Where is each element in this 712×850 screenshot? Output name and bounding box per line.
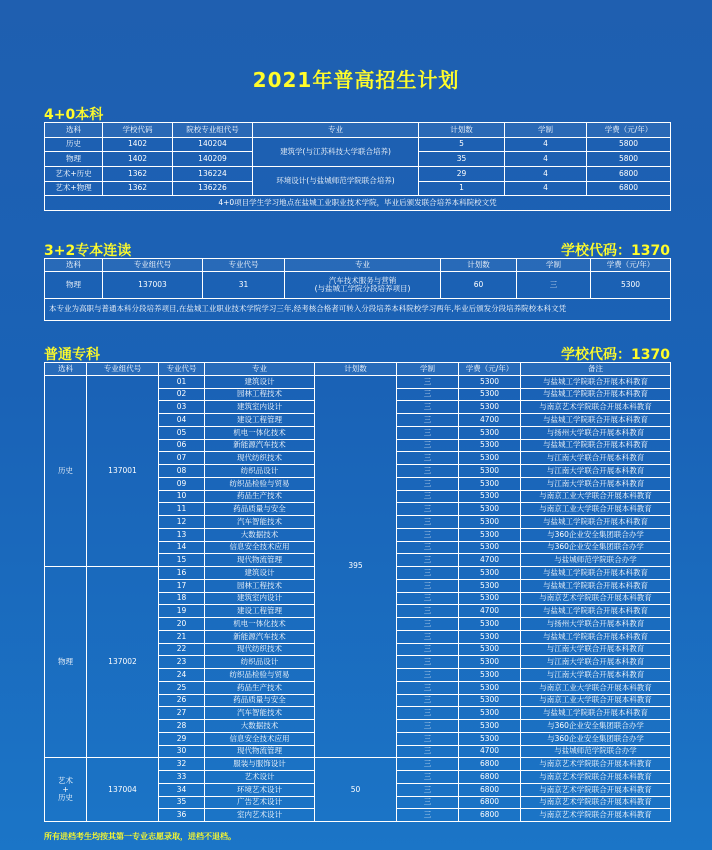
fee-cell: 5800 xyxy=(587,152,671,167)
fee-cell: 4700 xyxy=(459,745,521,758)
header-cell: 院校专业组代号 xyxy=(173,123,253,138)
remark-cell: 与江南大学联合开展本科教育 xyxy=(521,477,671,490)
table-note-row xyxy=(45,196,671,211)
major-cell: 艺术设计 xyxy=(205,771,315,784)
subject-line: + xyxy=(62,784,69,794)
code-cell: 36 xyxy=(159,809,205,822)
major-line: 汽车技术服务与营销 xyxy=(328,275,397,285)
years-cell: 4 xyxy=(505,137,587,152)
plan-cell: 1 xyxy=(419,181,505,196)
table-regular xyxy=(44,362,671,822)
fee-cell: 5300 xyxy=(459,707,521,720)
years-cell: 三 xyxy=(397,630,459,643)
plan-cell: 50 xyxy=(315,758,397,822)
footnote: 所有进档考生均按其第一专业志愿录取，进档不退档。 xyxy=(44,832,236,841)
code-cell: 04 xyxy=(159,414,205,427)
years-cell: 三 xyxy=(397,528,459,541)
remark-cell: 与盐城工学院联合开展本科教育 xyxy=(521,567,671,580)
major-cell: 园林工程技术 xyxy=(205,579,315,592)
remark-cell: 与盐城工学院联合开展本科教育 xyxy=(521,707,671,720)
major-cell: 新能源汽车技术 xyxy=(205,630,315,643)
fee-cell: 5300 xyxy=(459,541,521,554)
school-code-cell: 1362 xyxy=(103,181,173,196)
group-cell: 140204 xyxy=(173,137,253,152)
years-cell: 三 xyxy=(397,516,459,529)
code-cell: 32 xyxy=(159,758,205,771)
plan-cell: 29 xyxy=(419,167,505,182)
fee-cell: 6800 xyxy=(459,796,521,809)
fee-cell: 4700 xyxy=(459,554,521,567)
table-note-row xyxy=(45,299,671,321)
fee-cell: 5300 xyxy=(459,630,521,643)
header-cell: 学费（元/年） xyxy=(587,123,671,138)
years-cell: 三 xyxy=(397,707,459,720)
code-cell: 21 xyxy=(159,630,205,643)
fee-cell: 6800 xyxy=(459,758,521,771)
table-row xyxy=(45,137,671,152)
years-cell: 三 xyxy=(397,605,459,618)
remark-cell: 与盐城工学院联合开展本科教育 xyxy=(521,605,671,618)
major-cell xyxy=(285,272,441,299)
code-cell: 14 xyxy=(159,541,205,554)
subject-line: 艺术 xyxy=(58,776,73,786)
major-cell: 大数据技术 xyxy=(205,528,315,541)
header-cell: 选科 xyxy=(45,123,103,138)
years-cell: 三 xyxy=(397,643,459,656)
years-cell: 三 xyxy=(397,541,459,554)
school-code-label: 学校代码：1370 xyxy=(561,347,670,363)
years-cell: 三 xyxy=(397,567,459,580)
fee-cell: 6800 xyxy=(587,181,671,196)
code-cell: 29 xyxy=(159,732,205,745)
group-cell: 136224 xyxy=(173,167,253,182)
years-cell: 三 xyxy=(397,745,459,758)
school-code-cell: 1402 xyxy=(103,152,173,167)
years-cell: 三 xyxy=(397,388,459,401)
major-cell: 信息安全技术应用 xyxy=(205,541,315,554)
subject-cell: 物理 xyxy=(45,272,103,299)
major-cell: 建筑学(与江苏科技大学联合培养) xyxy=(253,137,419,166)
major-cell: 建筑室内设计 xyxy=(205,401,315,414)
plan-cell: 395 xyxy=(315,375,397,758)
page-title: 2021年普高招生计划 xyxy=(252,68,460,92)
major-cell: 汽车智能技术 xyxy=(205,516,315,529)
major-cell: 室内艺术设计 xyxy=(205,809,315,822)
header-cell: 专业组代号 xyxy=(103,259,203,272)
major-cell: 建设工程管理 xyxy=(205,605,315,618)
major-cell: 药品质量与安全 xyxy=(205,694,315,707)
remark-cell: 与南京艺术学院联合开展本科教育 xyxy=(521,796,671,809)
table-header-row xyxy=(45,123,671,138)
years-cell: 三 xyxy=(397,771,459,784)
subject-cell: 历史 xyxy=(45,137,103,152)
header-cell: 备注 xyxy=(521,363,671,376)
years-cell: 三 xyxy=(397,809,459,822)
code-cell: 35 xyxy=(159,796,205,809)
header-cell: 学费（元/年） xyxy=(459,363,521,376)
header-cell: 专业代号 xyxy=(203,259,285,272)
remark-cell: 与南京工业大学联合开展本科教育 xyxy=(521,503,671,516)
table-header-row xyxy=(45,259,671,272)
subject-cell: 艺术+物理 xyxy=(45,181,103,196)
remark-cell: 与360企业安全集团联合办学 xyxy=(521,720,671,733)
fee-cell: 5300 xyxy=(459,477,521,490)
years-cell: 三 xyxy=(397,783,459,796)
subject-cell: 历史 xyxy=(45,375,87,566)
fee-cell: 5300 xyxy=(459,465,521,478)
fee-cell: 5300 xyxy=(459,516,521,529)
major-cell: 建筑设计 xyxy=(205,567,315,580)
school-code-label: 学校代码：1370 xyxy=(561,243,670,259)
years-cell: 4 xyxy=(505,181,587,196)
major-cell: 纺织品设计 xyxy=(205,656,315,669)
years-cell: 三 xyxy=(397,579,459,592)
table-row xyxy=(45,272,671,299)
code-cell: 26 xyxy=(159,694,205,707)
section-heading-3plus2 xyxy=(44,240,670,260)
code-cell: 15 xyxy=(159,554,205,567)
header-cell: 选科 xyxy=(45,259,103,272)
table-row xyxy=(45,167,671,182)
plan-cell: 5 xyxy=(419,137,505,152)
fee-cell: 4700 xyxy=(459,414,521,427)
years-cell: 三 xyxy=(397,426,459,439)
code-cell: 01 xyxy=(159,375,205,388)
years-cell: 三 xyxy=(397,414,459,427)
school-code-cell: 1402 xyxy=(103,137,173,152)
code-cell: 09 xyxy=(159,477,205,490)
years-cell: 三 xyxy=(397,656,459,669)
section-heading-4plus0 xyxy=(44,104,670,124)
section-heading-regular xyxy=(44,344,670,364)
header-cell: 专业 xyxy=(285,259,441,272)
plan-cell: 60 xyxy=(441,272,517,299)
major-cell: 大数据技术 xyxy=(205,720,315,733)
remark-cell: 与盐城工学院联合开展本科教育 xyxy=(521,439,671,452)
years-cell: 三 xyxy=(517,272,591,299)
code-cell: 06 xyxy=(159,439,205,452)
remark-cell: 与南京工业大学联合开展本科教育 xyxy=(521,681,671,694)
remark-cell: 与南京工业大学联合开展本科教育 xyxy=(521,694,671,707)
fee-cell: 5300 xyxy=(459,694,521,707)
years-cell: 三 xyxy=(397,554,459,567)
years-cell: 三 xyxy=(397,503,459,516)
remark-cell: 与南京艺术学院联合开展本科教育 xyxy=(521,758,671,771)
fee-cell: 6800 xyxy=(459,809,521,822)
major-cell: 建设工程管理 xyxy=(205,414,315,427)
remark-cell: 与江南大学联合开展本科教育 xyxy=(521,656,671,669)
code-cell: 17 xyxy=(159,579,205,592)
remark-cell: 与扬州大学联合开展本科教育 xyxy=(521,426,671,439)
years-cell: 三 xyxy=(397,720,459,733)
years-cell: 三 xyxy=(397,758,459,771)
header-cell: 选科 xyxy=(45,363,87,376)
table-note: 本专业为高职与普通本科分段培养项目,在盐城工业职业技术学院学习三年,经考核合格者可转入分段培养本科院校学习两年,毕业后颁发分段培养院校本科文凭 xyxy=(45,299,671,321)
fee-cell: 6800 xyxy=(459,771,521,784)
table-header-row xyxy=(45,363,671,376)
header-cell: 专业组代号 xyxy=(87,363,159,376)
fee-cell: 5300 xyxy=(591,272,671,299)
major-cell: 现代物流管理 xyxy=(205,554,315,567)
table-row xyxy=(45,758,671,771)
header-cell: 计划数 xyxy=(419,123,505,138)
group-cell: 140209 xyxy=(173,152,253,167)
remark-cell: 与南京艺术学院联合开展本科教育 xyxy=(521,771,671,784)
table-3plus2 xyxy=(44,258,671,321)
major-cell: 现代纺织技术 xyxy=(205,643,315,656)
remark-cell: 与盐城工学院联合开展本科教育 xyxy=(521,630,671,643)
group-cell: 137003 xyxy=(103,272,203,299)
years-cell: 三 xyxy=(397,592,459,605)
fee-cell: 4700 xyxy=(459,605,521,618)
major-cell: 机电一体化技术 xyxy=(205,618,315,631)
years-cell: 三 xyxy=(397,618,459,631)
remark-cell: 与360企业安全集团联合办学 xyxy=(521,528,671,541)
remark-cell: 与南京艺术学院联合开展本科教育 xyxy=(521,783,671,796)
code-cell: 08 xyxy=(159,465,205,478)
years-cell: 三 xyxy=(397,465,459,478)
remark-cell: 与盐城工学院联合开展本科教育 xyxy=(521,375,671,388)
code-cell: 03 xyxy=(159,401,205,414)
code-cell: 24 xyxy=(159,669,205,682)
major-cell: 现代纺织技术 xyxy=(205,452,315,465)
years-cell: 三 xyxy=(397,669,459,682)
fee-cell: 5300 xyxy=(459,426,521,439)
remark-cell: 与盐城师范学院联合办学 xyxy=(521,745,671,758)
group-cell: 137004 xyxy=(87,758,159,822)
remark-cell: 与盐城工学院联合开展本科教育 xyxy=(521,414,671,427)
group-cell: 137001 xyxy=(87,375,159,566)
fee-cell: 5300 xyxy=(459,579,521,592)
group-cell: 137002 xyxy=(87,567,159,758)
code-cell: 02 xyxy=(159,388,205,401)
major-cell: 药品质量与安全 xyxy=(205,503,315,516)
table-row xyxy=(45,375,671,388)
major-line: (与盐城工学院分段培养项目) xyxy=(314,284,411,293)
header-cell: 专业 xyxy=(205,363,315,376)
table-4plus0 xyxy=(44,122,671,211)
header-cell: 专业代号 xyxy=(159,363,205,376)
plan-cell: 35 xyxy=(419,152,505,167)
fee-cell: 6800 xyxy=(587,167,671,182)
fee-cell: 5300 xyxy=(459,720,521,733)
remark-cell: 与江南大学联合开展本科教育 xyxy=(521,669,671,682)
code-cell: 12 xyxy=(159,516,205,529)
major-cell: 新能源汽车技术 xyxy=(205,439,315,452)
remark-cell: 与盐城工学院联合开展本科教育 xyxy=(521,516,671,529)
code-cell: 20 xyxy=(159,618,205,631)
major-cell: 药品生产技术 xyxy=(205,490,315,503)
major-cell: 纺织品检验与贸易 xyxy=(205,669,315,682)
years-cell: 三 xyxy=(397,694,459,707)
header-cell: 学制 xyxy=(397,363,459,376)
subject-cell: 物理 xyxy=(45,152,103,167)
code-cell: 13 xyxy=(159,528,205,541)
fee-cell: 5800 xyxy=(587,137,671,152)
fee-cell: 5300 xyxy=(459,643,521,656)
years-cell: 三 xyxy=(397,452,459,465)
fee-cell: 5300 xyxy=(459,592,521,605)
major-cell: 环境艺术设计 xyxy=(205,783,315,796)
code-cell: 31 xyxy=(203,272,285,299)
fee-cell: 5300 xyxy=(459,732,521,745)
code-cell: 16 xyxy=(159,567,205,580)
years-cell: 三 xyxy=(397,796,459,809)
code-cell: 07 xyxy=(159,452,205,465)
code-cell: 23 xyxy=(159,656,205,669)
section-title: 普通专科 xyxy=(44,347,100,363)
subject-cell xyxy=(45,758,87,822)
header-cell: 专业 xyxy=(253,123,419,138)
remark-cell: 与江南大学联合开展本科教育 xyxy=(521,643,671,656)
code-cell: 10 xyxy=(159,490,205,503)
major-cell: 汽车智能技术 xyxy=(205,707,315,720)
years-cell: 三 xyxy=(397,477,459,490)
remark-cell: 与南京工业大学联合开展本科教育 xyxy=(521,490,671,503)
code-cell: 25 xyxy=(159,681,205,694)
fee-cell: 5300 xyxy=(459,452,521,465)
fee-cell: 5300 xyxy=(459,388,521,401)
major-cell: 园林工程技术 xyxy=(205,388,315,401)
remark-cell: 与360企业安全集团联合办学 xyxy=(521,732,671,745)
remark-cell: 与江南大学联合开展本科教育 xyxy=(521,452,671,465)
fee-cell: 5300 xyxy=(459,401,521,414)
major-cell: 现代物流管理 xyxy=(205,745,315,758)
fee-cell: 5300 xyxy=(459,669,521,682)
remark-cell: 与盐城师范学院联合办学 xyxy=(521,554,671,567)
fee-cell: 5300 xyxy=(459,528,521,541)
major-cell: 药品生产技术 xyxy=(205,681,315,694)
code-cell: 34 xyxy=(159,783,205,796)
remark-cell: 与南京艺术学院联合开展本科教育 xyxy=(521,809,671,822)
major-cell: 环境设计(与盐城师范学院联合培养) xyxy=(253,167,419,196)
fee-cell: 5300 xyxy=(459,567,521,580)
code-cell: 18 xyxy=(159,592,205,605)
code-cell: 19 xyxy=(159,605,205,618)
group-cell: 136226 xyxy=(173,181,253,196)
code-cell: 28 xyxy=(159,720,205,733)
major-cell: 机电一体化技术 xyxy=(205,426,315,439)
years-cell: 4 xyxy=(505,167,587,182)
major-cell: 信息安全技术应用 xyxy=(205,732,315,745)
fee-cell: 5300 xyxy=(459,503,521,516)
section-title: 3+2专本连读 xyxy=(44,243,132,259)
remark-cell: 与南京艺术学院联合开展本科教育 xyxy=(521,401,671,414)
fee-cell: 5300 xyxy=(459,375,521,388)
header-cell: 学校代码 xyxy=(103,123,173,138)
major-cell: 建筑设计 xyxy=(205,375,315,388)
header-cell: 计划数 xyxy=(441,259,517,272)
years-cell: 三 xyxy=(397,375,459,388)
fee-cell: 6800 xyxy=(459,783,521,796)
school-code-cell: 1362 xyxy=(103,167,173,182)
remark-cell: 与盐城工学院联合开展本科教育 xyxy=(521,579,671,592)
years-cell: 4 xyxy=(505,152,587,167)
remark-cell: 与扬州大学联合开展本科教育 xyxy=(521,618,671,631)
section-title: 4+0本科 xyxy=(44,107,104,123)
major-cell: 纺织品设计 xyxy=(205,465,315,478)
code-cell: 27 xyxy=(159,707,205,720)
code-cell: 05 xyxy=(159,426,205,439)
years-cell: 三 xyxy=(397,490,459,503)
header-cell: 学制 xyxy=(517,259,591,272)
remark-cell: 与360企业安全集团联合办学 xyxy=(521,541,671,554)
fee-cell: 5300 xyxy=(459,656,521,669)
remark-cell: 与盐城工学院联合开展本科教育 xyxy=(521,388,671,401)
fee-cell: 5300 xyxy=(459,490,521,503)
subject-cell: 物理 xyxy=(45,567,87,758)
header-cell: 计划数 xyxy=(315,363,397,376)
header-cell: 学费（元/年） xyxy=(591,259,671,272)
remark-cell: 与江南大学联合开展本科教育 xyxy=(521,465,671,478)
major-cell: 广告艺术设计 xyxy=(205,796,315,809)
fee-cell: 5300 xyxy=(459,618,521,631)
years-cell: 三 xyxy=(397,732,459,745)
years-cell: 三 xyxy=(397,401,459,414)
fee-cell: 5300 xyxy=(459,681,521,694)
major-cell: 建筑室内设计 xyxy=(205,592,315,605)
code-cell: 22 xyxy=(159,643,205,656)
years-cell: 三 xyxy=(397,681,459,694)
fee-cell: 5300 xyxy=(459,439,521,452)
code-cell: 11 xyxy=(159,503,205,516)
subject-cell: 艺术+历史 xyxy=(45,167,103,182)
code-cell: 30 xyxy=(159,745,205,758)
code-cell: 33 xyxy=(159,771,205,784)
remark-cell: 与南京艺术学院联合开展本科教育 xyxy=(521,592,671,605)
major-cell: 纺织品检验与贸易 xyxy=(205,477,315,490)
header-cell: 学制 xyxy=(505,123,587,138)
major-cell: 服装与服饰设计 xyxy=(205,758,315,771)
years-cell: 三 xyxy=(397,439,459,452)
table-note: 4+0项目学生学习地点在盐城工业职业技术学院，毕业后颁发联合培养本科院校文凭 xyxy=(45,196,671,211)
subject-line: 历史 xyxy=(58,792,73,802)
